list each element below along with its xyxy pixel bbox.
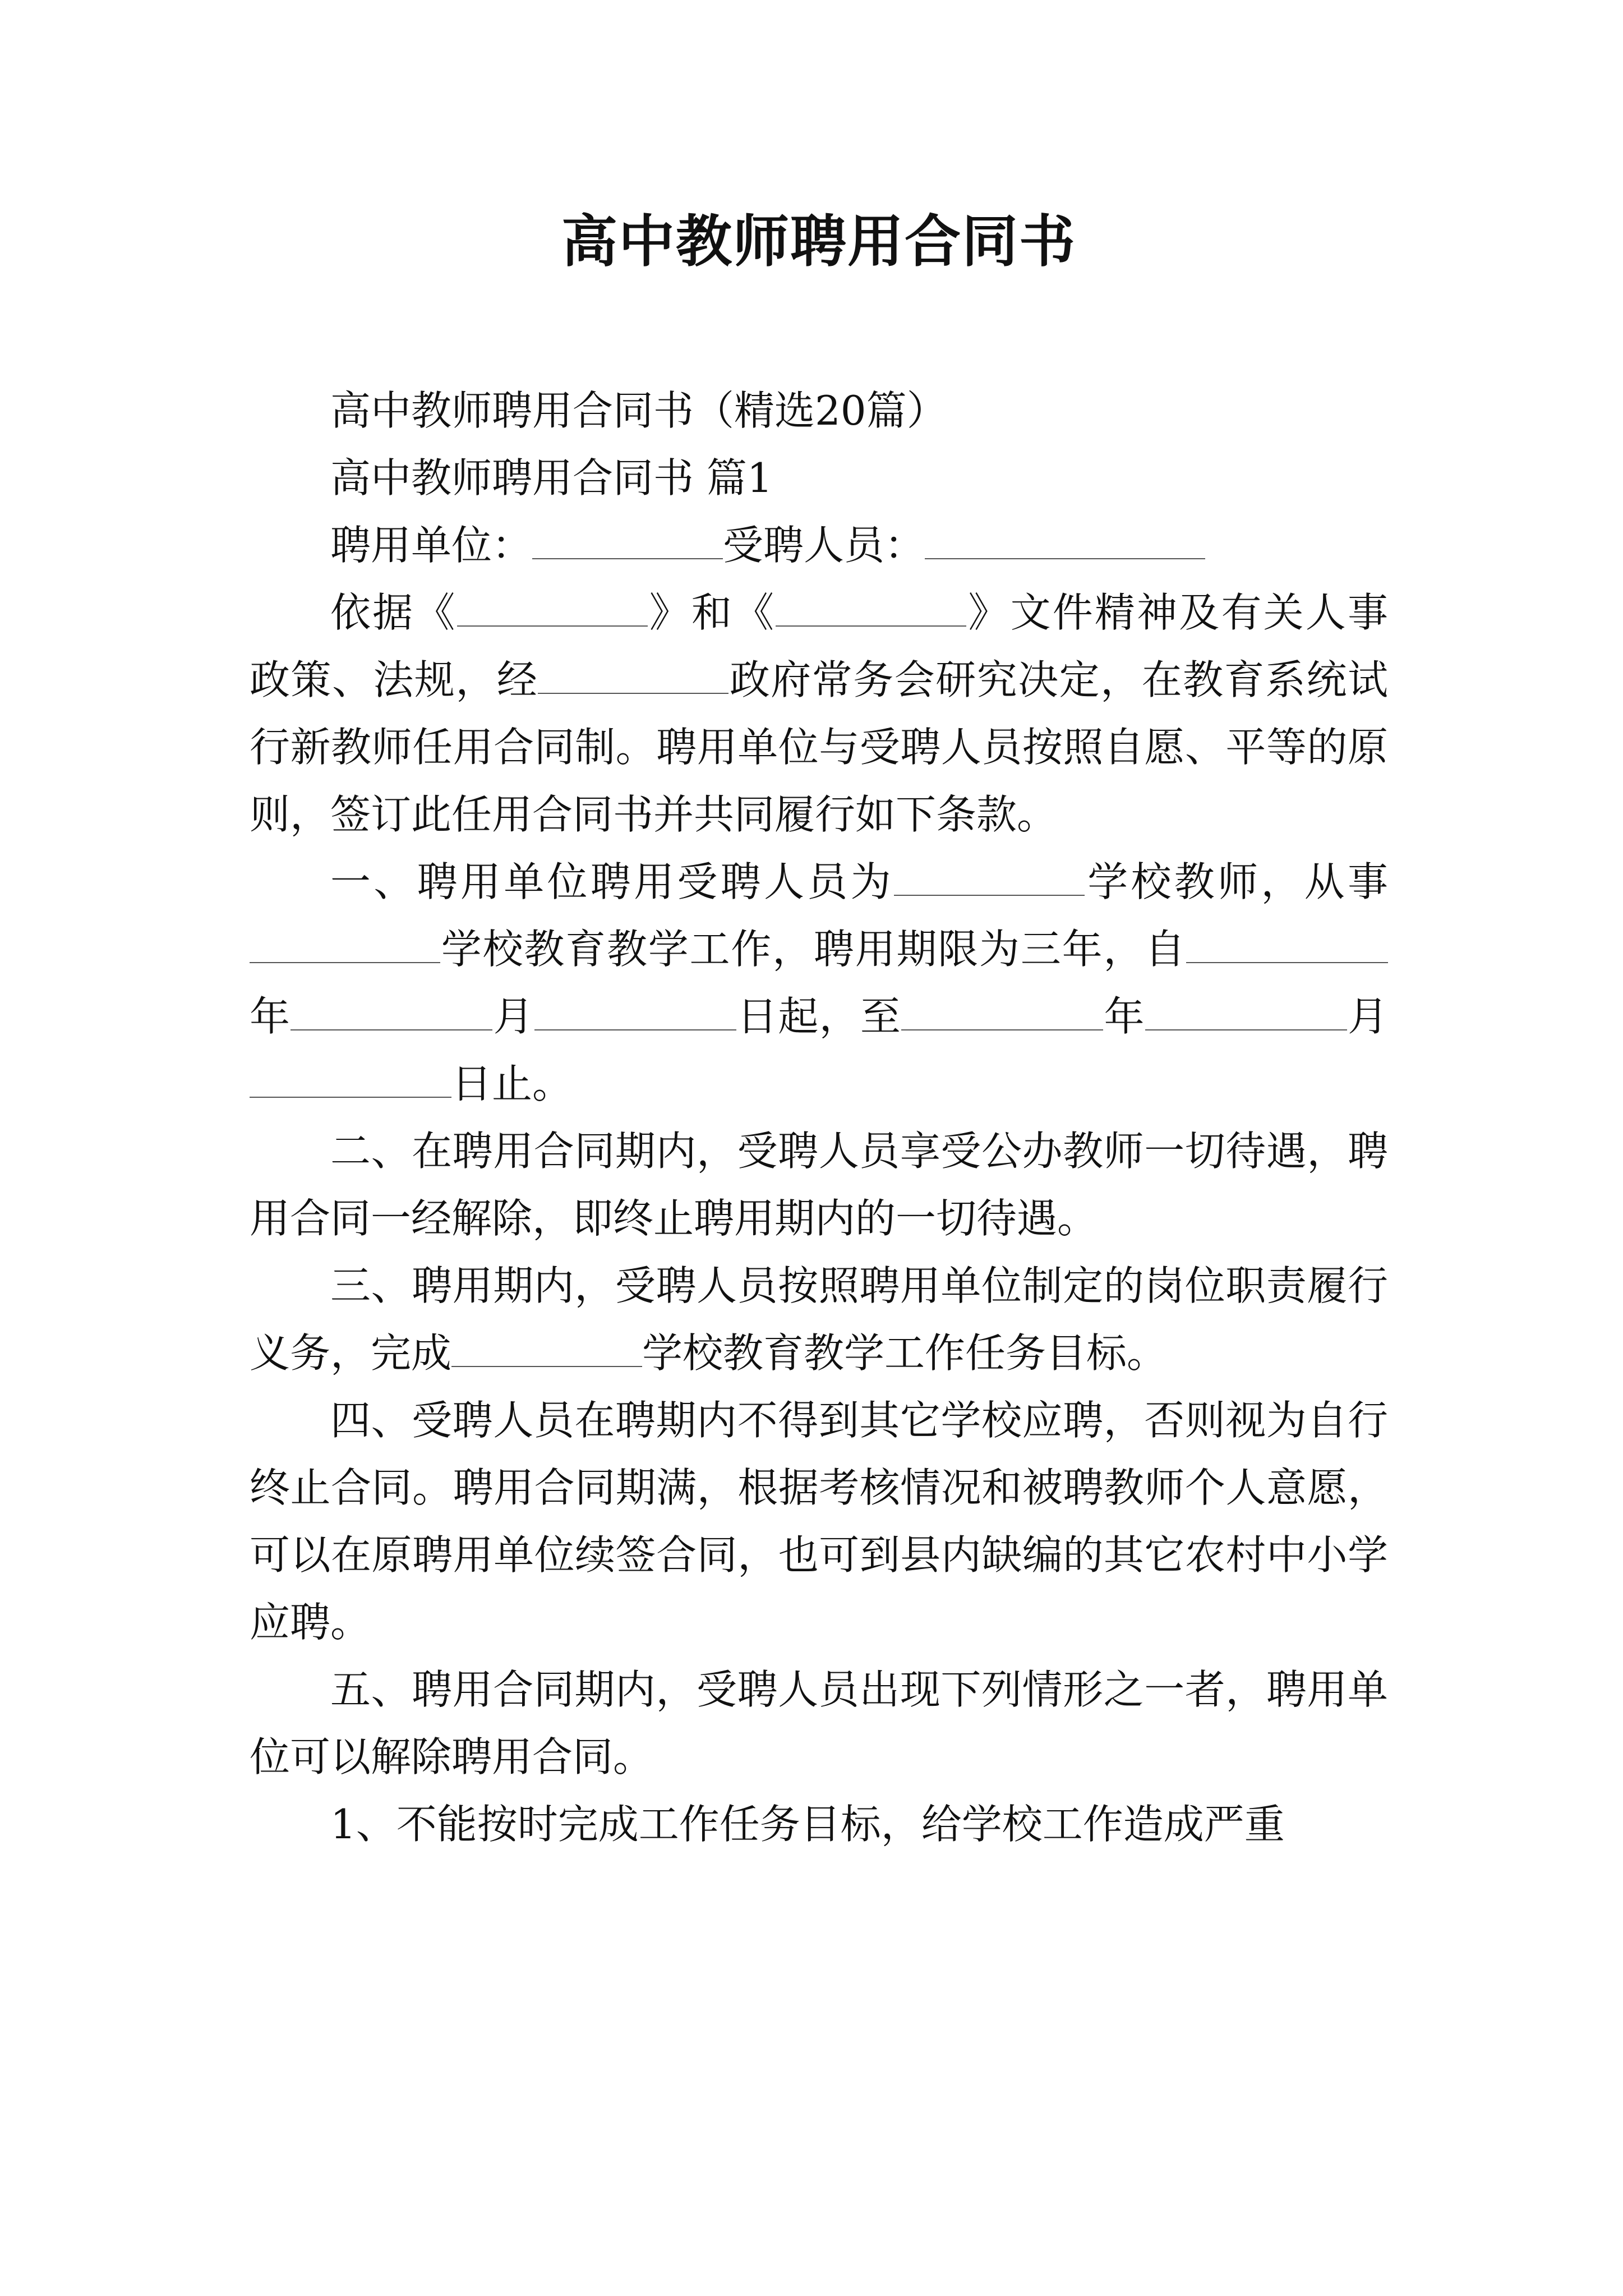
employer-label: 聘用单位： (330, 522, 533, 569)
school-blank (894, 858, 1085, 896)
document-title: 高中教师聘用合同书 (561, 208, 1076, 274)
clause-4: 四、受聘人员在聘期内不得到其它学校应聘，否则视为自行终止合同。聘用合同期满，根据考核情况和被聘教师个人意愿，可以在原聘用单位续签合同，也可到县内缺编的其它农村中小学应聘。 (250, 1397, 1388, 1646)
clause-3 (250, 1252, 1388, 1387)
clause-text: 一、聘用单位聘用受聘人员为 (330, 858, 894, 905)
document-body (250, 377, 1388, 1858)
school-blank (451, 1329, 642, 1367)
clause-text: 日止。 (451, 1060, 573, 1107)
preamble-text: 》文件精神及有关人事政策、法规，经 (250, 589, 1388, 703)
section-heading: 高中教师聘用合同书 篇1 (330, 454, 773, 501)
end-month-blank (1145, 993, 1347, 1030)
start-year-blank (1186, 926, 1388, 963)
start-day-blank (534, 993, 736, 1030)
clause-text: 年 (1103, 993, 1145, 1040)
clause-5: 五、聘用合同期内，受聘人员出现下列情形之一者，聘用单位可以解除聘用合同。 (250, 1666, 1388, 1780)
preamble-text: 》和《 (647, 589, 776, 636)
preamble-text: 依据《 (330, 589, 457, 636)
end-day-blank (250, 1060, 451, 1098)
preamble-paragraph (250, 579, 1388, 848)
employee-blank (925, 522, 1205, 559)
clause-text: 三、聘用期内，受聘人员按照聘用单位制定的岗位职责履行义务，完成 (250, 1262, 1388, 1377)
clause-text: 学校教育教学工作，聘用期限为三年，自 (440, 926, 1186, 973)
clause-text: 月 (1347, 993, 1388, 1040)
employer-blank (532, 522, 723, 559)
school-blank (250, 926, 440, 963)
parties-line (250, 512, 1388, 579)
government-name-blank (538, 656, 728, 694)
clause-2: 二、在聘用合同期内，受聘人员享受公办教师一切待遇，聘用合同一经解除，即终止聘用期内的一切待遇。 (250, 1128, 1388, 1242)
clause-text: 学校教育教学工作任务目标。 (642, 1329, 1168, 1377)
end-year-blank (901, 993, 1103, 1030)
clause-text: 日起，至 (736, 993, 902, 1040)
employee-label: 受聘人员： (723, 522, 925, 569)
clause-text: 学校教师，从事 (1084, 858, 1388, 905)
preamble-text: 政府常务会研究决定，在教育系统试行新教师任用合同制。聘用单位与受聘人员按照自愿、平等的原则，签订此任用合同书并共同履行如下条款。 (250, 656, 1388, 838)
clause-text: 年 (250, 993, 291, 1040)
start-month-blank (291, 993, 492, 1030)
document-name-blank (776, 589, 966, 627)
item-1: 1、不能按时完成工作任务目标，给学校工作造成严重 (330, 1801, 1285, 1848)
clause-text: 月 (492, 993, 534, 1040)
subtitle: 高中教师聘用合同书（精选20篇） (330, 387, 947, 434)
document-name-blank (457, 589, 648, 627)
clause-1 (250, 848, 1388, 1117)
